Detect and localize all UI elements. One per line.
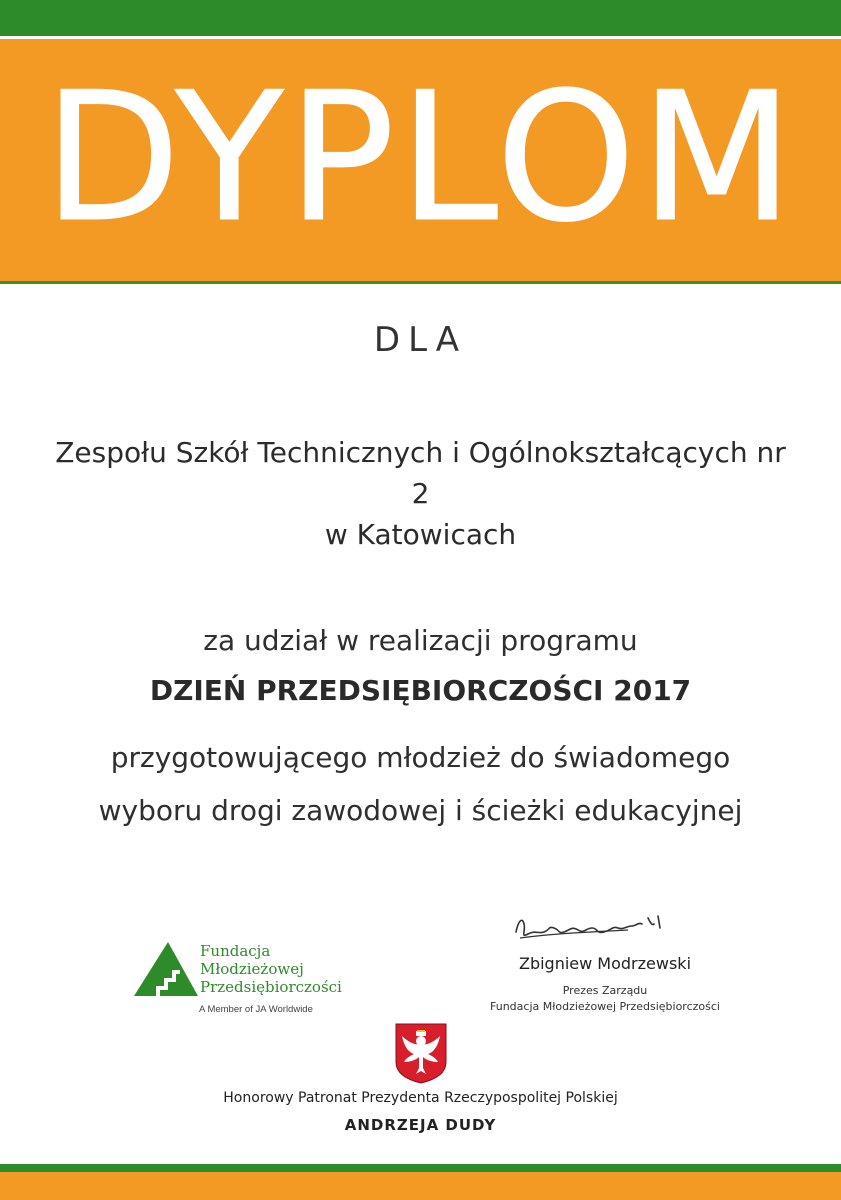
signatory-role: Prezes Zarządu	[562, 984, 648, 997]
polish-eagle-emblem-icon	[394, 1022, 448, 1084]
for-label: DLA	[373, 320, 468, 360]
bottom-border	[0, 1164, 841, 1200]
signatory-organization: Fundacja Młodzieżowej Przedsiębiorczości	[490, 1000, 720, 1013]
logo-line: Młodzieżowej	[200, 960, 304, 978]
program-name: DZIEŃ PRZEDSIĘBIORCZOŚCI 2017	[149, 674, 692, 707]
bottom-green-stripe	[0, 1164, 841, 1172]
diploma-title: DYPLOM	[43, 54, 798, 261]
participation-text: za udział w realizacji programu	[203, 624, 638, 657]
purpose-line: przygotowującego młodzież do świadomego	[110, 741, 731, 774]
bottom-orange-stripe	[0, 1172, 841, 1200]
logo-text	[200, 942, 342, 996]
logo-line: Fundacja	[200, 942, 271, 960]
recipient-line: w Katowicach	[324, 518, 517, 551]
signatory-name: Zbigniew Modrzewski	[518, 954, 692, 973]
title-banner	[0, 39, 841, 281]
logo-tagline: A Member of JA Worldwide	[199, 1004, 313, 1015]
president-name: ANDRZEJA DUDY	[344, 1116, 497, 1134]
banner-divider	[0, 281, 841, 284]
recipient-line: Zespołu Szkół Technicznych i Ogólnokształcących nr	[55, 436, 786, 469]
purpose-text	[0, 731, 841, 837]
recipient-line: 2	[411, 477, 430, 510]
patronage-text: Honorowy Patronat Prezydenta Rzeczypospolitej Polskiej	[223, 1090, 618, 1106]
logo-line: Przedsiębiorczości	[200, 978, 342, 996]
signature-icon	[508, 904, 708, 948]
recipient-name	[0, 432, 841, 555]
purpose-line: wyboru drogi zawodowej i ścieżki edukacyjnej	[98, 794, 743, 827]
top-green-border	[0, 0, 841, 36]
signatory-title	[470, 983, 740, 1015]
